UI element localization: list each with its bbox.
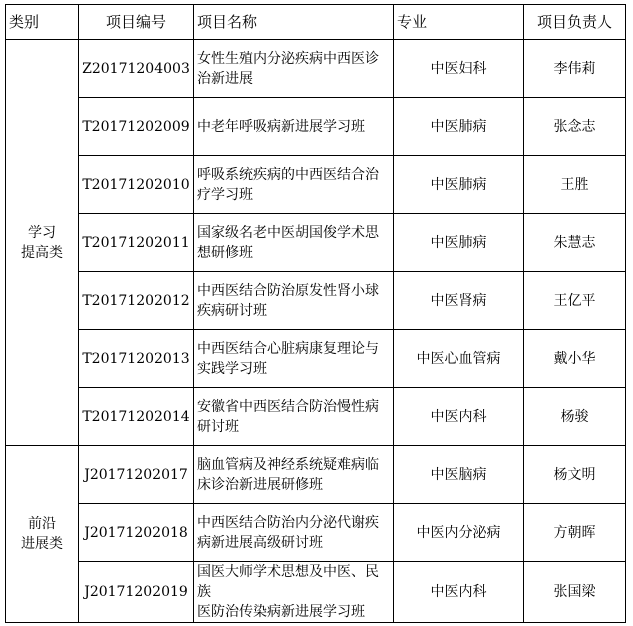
name-cell — [194, 98, 394, 156]
name-cell — [194, 504, 394, 562]
name-line: 想研修班 — [197, 244, 253, 261]
header-row — [6, 5, 626, 40]
leader-cell: 王亿平 — [524, 272, 626, 330]
name-cell — [194, 272, 394, 330]
code-cell: T20171202012 — [79, 272, 194, 330]
name-line: 国家级名老中医胡国俊学术思 — [197, 224, 379, 241]
major-cell: 中医脑病 — [394, 446, 524, 504]
code-cell: T20171202014 — [79, 388, 194, 446]
header-category: 类别 — [6, 5, 79, 40]
major-cell: 中医肾病 — [394, 272, 524, 330]
name-cell — [194, 388, 394, 446]
table-row — [6, 156, 626, 214]
table-row — [6, 40, 626, 98]
table-row — [6, 98, 626, 156]
name-line: 脑血管病及神经系统疑难病临 — [197, 456, 379, 473]
major-cell: 中医肺病 — [394, 98, 524, 156]
name-line: 中西医结合心脏病康复理论与 — [197, 340, 379, 357]
leader-cell: 张念志 — [524, 98, 626, 156]
name-line: 呼吸系统疾病的中西医结合治 — [197, 166, 379, 183]
major-cell: 中医肺病 — [394, 214, 524, 272]
name-line: 中西医结合防治原发性肾小球 — [197, 282, 379, 299]
leader-cell: 杨骏 — [524, 388, 626, 446]
table-row — [6, 504, 626, 562]
name-line: 安徽省中西医结合防治慢性病 — [197, 398, 379, 415]
category-cell — [6, 446, 79, 623]
leader-cell: 张国梁 — [524, 562, 626, 623]
leader-cell: 李伟莉 — [524, 40, 626, 98]
name-cell — [194, 330, 394, 388]
leader-cell: 王胜 — [524, 156, 626, 214]
name-line: 床诊治新进展研修班 — [197, 476, 323, 493]
name-cell — [194, 562, 394, 623]
header-leader: 项目负责人 — [524, 5, 626, 40]
code-cell: T20171202011 — [79, 214, 194, 272]
major-cell: 中医妇科 — [394, 40, 524, 98]
name-line: 国医大师学术思想及中医、民族 — [197, 564, 379, 600]
name-line: 实践学习班 — [197, 360, 267, 377]
name-line: 疗学习班 — [197, 186, 253, 203]
name-cell — [194, 214, 394, 272]
code-cell: J20171202019 — [79, 562, 194, 623]
category-line: 进展类 — [21, 536, 63, 552]
name-cell — [194, 446, 394, 504]
leader-cell: 朱慧志 — [524, 214, 626, 272]
table-row — [6, 214, 626, 272]
name-line: 中老年呼吸病新进展学习班 — [197, 118, 365, 135]
major-cell: 中医内科 — [394, 562, 524, 623]
name-cell — [194, 40, 394, 98]
code-cell: T20171202009 — [79, 98, 194, 156]
leader-cell: 方朝晖 — [524, 504, 626, 562]
code-cell: J20171202018 — [79, 504, 194, 562]
code-cell: T20171202013 — [79, 330, 194, 388]
name-line: 病新进展高级研讨班 — [197, 534, 323, 551]
table-body — [6, 40, 626, 623]
category-line: 前沿 — [28, 516, 56, 532]
category-line: 学习 — [28, 224, 56, 241]
major-cell: 中医肺病 — [394, 156, 524, 214]
name-line: 医防治传染病新进展学习班 — [197, 604, 365, 620]
leader-cell: 杨文明 — [524, 446, 626, 504]
major-cell: 中医内分泌病 — [394, 504, 524, 562]
leader-cell: 戴小华 — [524, 330, 626, 388]
project-table — [5, 4, 626, 623]
name-line: 中西医结合防治内分泌代谢疾 — [197, 514, 379, 531]
category-line: 提高类 — [21, 244, 63, 261]
table-row — [6, 388, 626, 446]
name-line: 研讨班 — [197, 418, 239, 435]
code-cell: Z20171204003 — [79, 40, 194, 98]
major-cell: 中医心血管病 — [394, 330, 524, 388]
header-name: 项目名称 — [194, 5, 394, 40]
table-row — [6, 562, 626, 623]
table-row — [6, 330, 626, 388]
code-cell: T20171202010 — [79, 156, 194, 214]
header-major: 专业 — [394, 5, 524, 40]
name-line: 治新进展 — [197, 70, 253, 87]
category-cell — [6, 40, 79, 446]
code-cell: J20171202017 — [79, 446, 194, 504]
table-row — [6, 446, 626, 504]
name-cell — [194, 156, 394, 214]
name-line: 女性生殖内分泌疾病中西医诊 — [197, 50, 379, 67]
header-code: 项目编号 — [79, 5, 194, 40]
table-row — [6, 272, 626, 330]
major-cell: 中医内科 — [394, 388, 524, 446]
name-line: 疾病研讨班 — [197, 302, 267, 319]
